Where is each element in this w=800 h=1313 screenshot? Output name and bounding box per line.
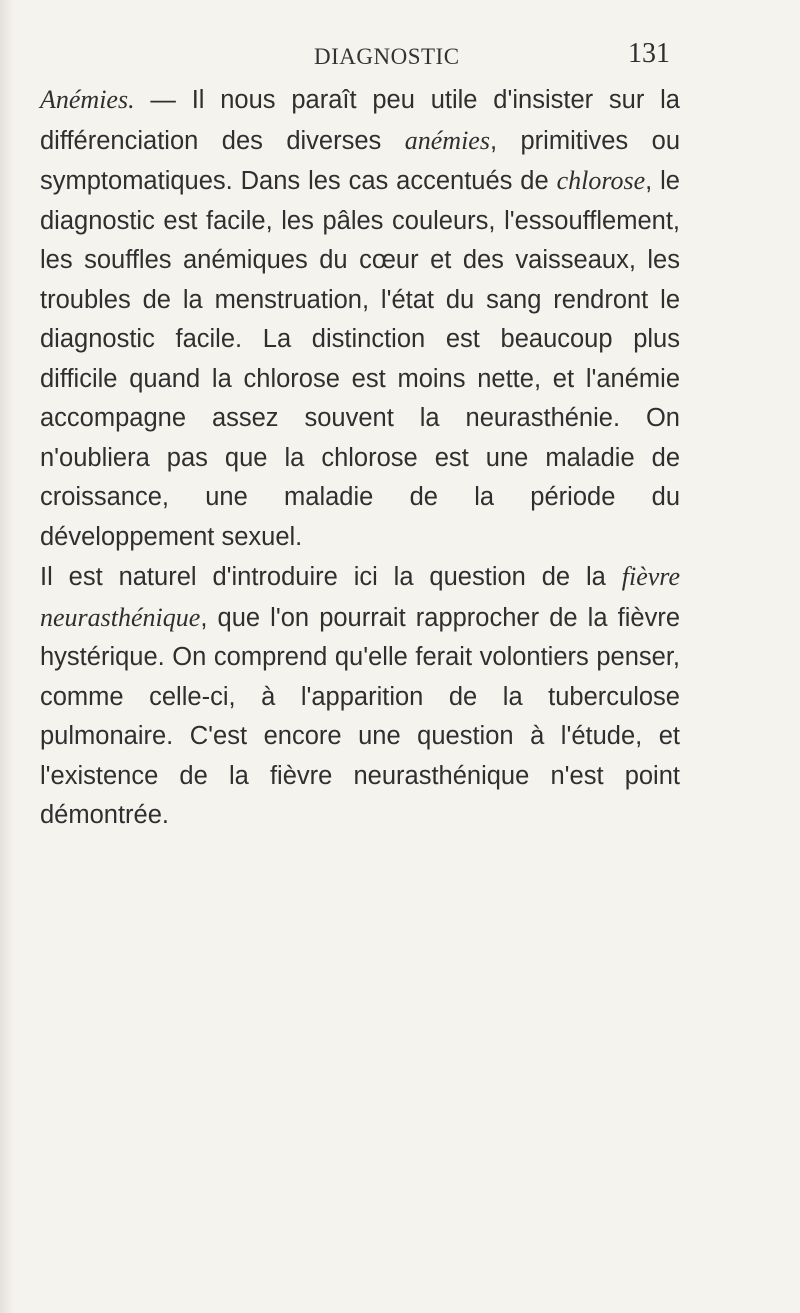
text-block [40, 80, 680, 836]
emphasis-term: anémies [404, 125, 490, 155]
running-title: DIAGNOSTIC [314, 44, 460, 69]
paragraph-text: Il est naturel d'introduire ici la question de la [40, 563, 622, 591]
page-number: 131 [628, 38, 670, 69]
paragraph-anemies [40, 80, 680, 557]
paragraph-fievre [40, 557, 680, 836]
emphasis-term: chlorose [556, 166, 646, 195]
paragraph-text: , que l'on pourrait rapprocher de la fièvre hystérique. On comprend qu'elle ferait volontiers penser, comme celle-ci, à l'apparition de la tuberculose pulmonaire. C'est encore une question à l'étude, et l'existence de la fièvre neurasthénique n'est point démontrée. [40, 603, 680, 829]
paragraph-text: , primitives ou symptomatiques. Dans les cas accentués de [40, 126, 680, 195]
emphasis-term: fièvre neurasthénique [40, 562, 680, 632]
running-head [0, 40, 800, 80]
paragraph-text: — Il nous paraît peu utile d'insister sur la différenciation des diverses [40, 86, 680, 155]
section-lead: Anémies. [40, 85, 135, 114]
paragraph-text: , le diagnostic est facile, les pâles couleurs, l'essoufflement, les souffles anémiques du cœur et des vaisseaux, les troubles de la menstruation, l'état du sang rendront le diagnostic facile. La distinction est beaucoup plus difficile quand la chlorose est moins nette, et l'anémie accompagne assez souvent la neurasthénie. On n'oubliera pas que la chlorose est une maladie de croissance, une maladie de la période du développement sexuel. [40, 167, 680, 551]
page-gutter-shadow [0, 0, 14, 1313]
